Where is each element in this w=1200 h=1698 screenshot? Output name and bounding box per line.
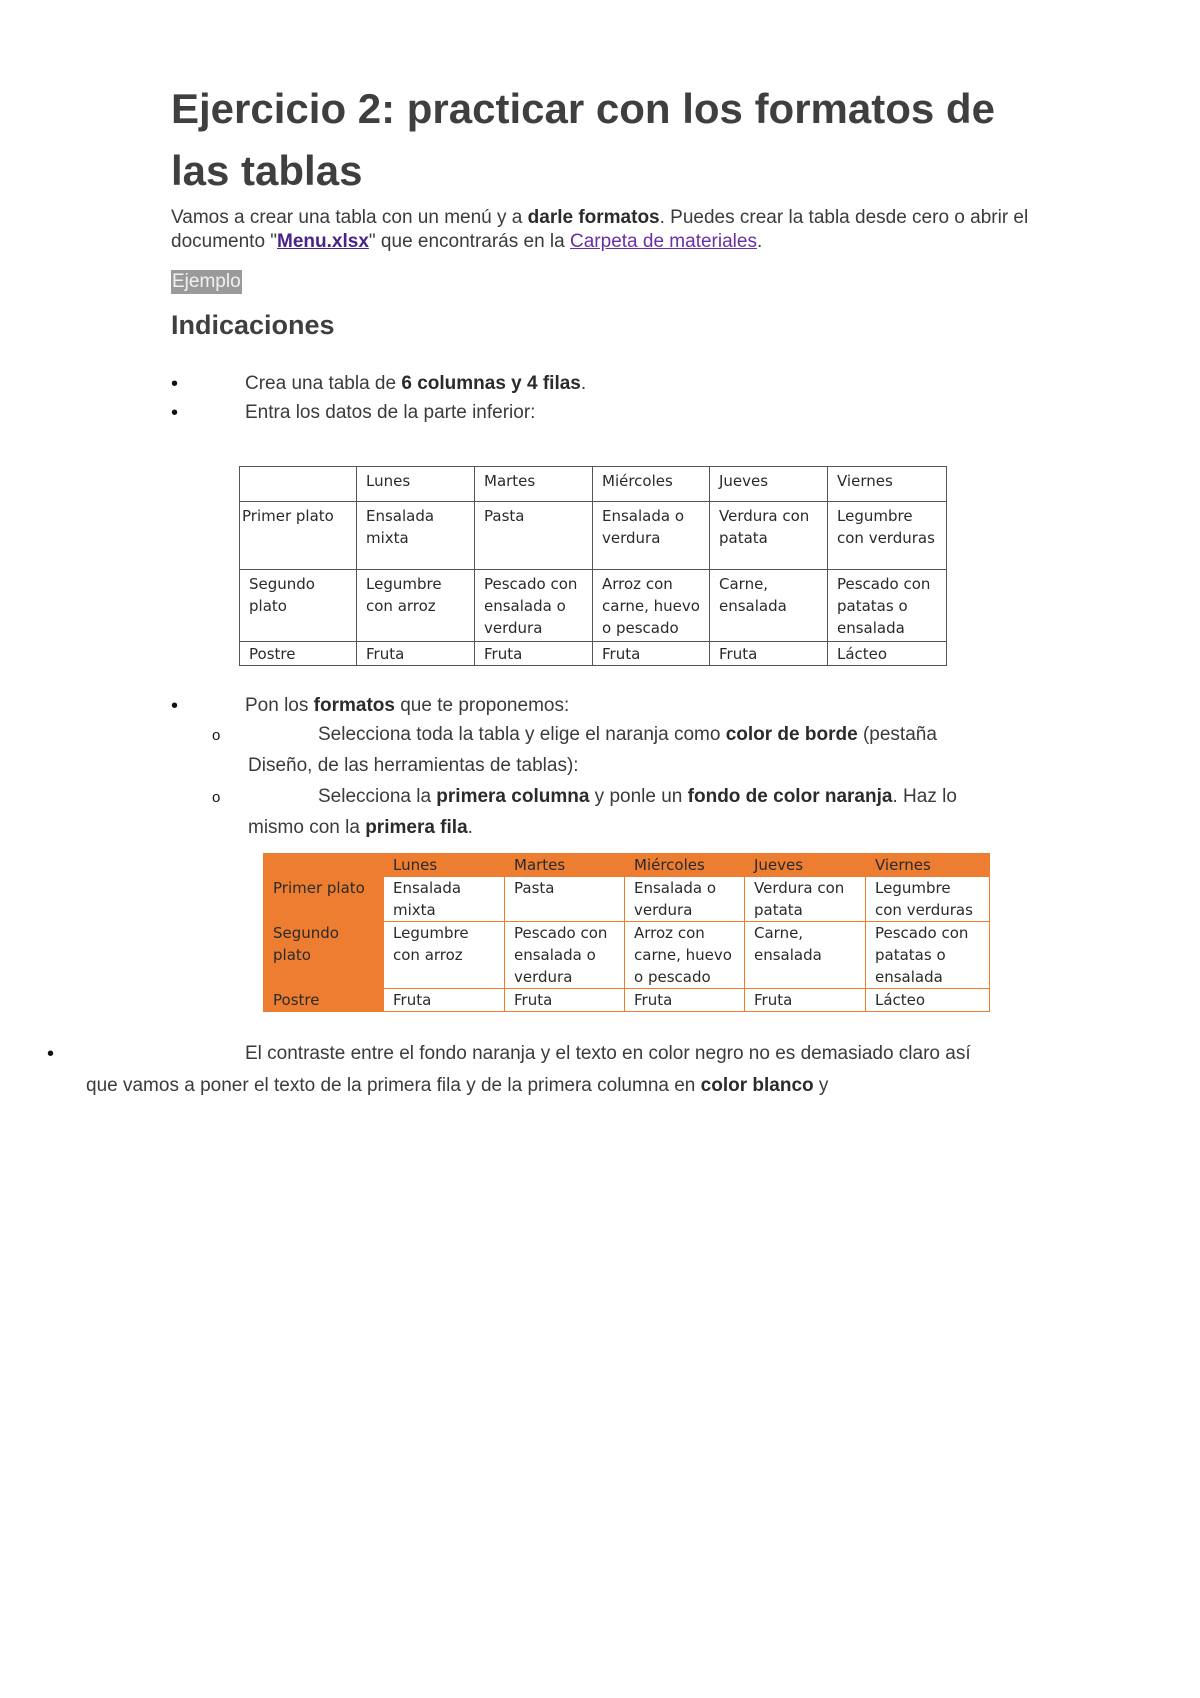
step-text: . <box>467 817 473 838</box>
table-header-cell: Lunes <box>384 854 505 877</box>
section-title: Indicaciones <box>171 310 335 340</box>
table-cell: Ensalada mixta <box>384 877 505 922</box>
table-cell: Pasta <box>505 877 625 922</box>
table-cell: Legumbre con verduras <box>866 877 990 922</box>
table-cell: Fruta <box>625 989 745 1012</box>
step-text: Pon los <box>245 695 314 716</box>
table-cell: Fruta <box>710 642 828 666</box>
table-cell: Ensalada o verdura <box>593 502 710 570</box>
bullet-icon: • <box>47 1043 55 1065</box>
step-bold: primera fila <box>365 817 468 838</box>
table-row <box>264 989 990 1012</box>
table-header-cell: Jueves <box>710 467 828 502</box>
table-cell: Pescado con patatas o ensalada <box>828 570 947 642</box>
table-cell: Arroz con carne, huevo o pescado <box>625 922 745 989</box>
table-row-header-cell: Segundo plato <box>264 922 384 989</box>
step-bold: fondo de color naranja <box>687 786 893 807</box>
step-text: mismo con la <box>248 817 366 838</box>
table-header-cell <box>264 854 384 877</box>
menu-table-plain <box>239 466 947 666</box>
step-text: Crea una tabla de <box>245 373 402 394</box>
menu-table-orange-body <box>264 854 990 1012</box>
table-cell: Lácteo <box>866 989 990 1012</box>
table-cell: Pescado con patatas o ensalada <box>866 922 990 989</box>
substep-2-cont <box>248 816 473 840</box>
table-header-cell <box>240 467 357 502</box>
table-header-cell: Viernes <box>866 854 990 877</box>
table-cell: Carne, ensalada <box>710 570 828 642</box>
intro-text: . Puedes crear la tabla desde cero o abrir el documento " <box>171 207 1029 252</box>
table-row <box>240 642 947 666</box>
step-4-cont <box>86 1074 828 1098</box>
table-cell: Pasta <box>475 502 593 570</box>
materials-folder-link[interactable]: Carpeta de materiales <box>570 231 757 252</box>
step-text: . <box>580 373 587 394</box>
table-header-cell: Miércoles <box>593 467 710 502</box>
table-row-header-cell: Primer plato <box>264 877 384 922</box>
table-cell: Fruta <box>593 642 710 666</box>
intro-paragraph <box>171 206 1051 254</box>
table-header-cell: Jueves <box>745 854 866 877</box>
table-cell: Fruta <box>505 989 625 1012</box>
step-text: . Haz lo <box>892 786 957 807</box>
table-cell: Verdura con patata <box>710 502 828 570</box>
table-header-cell: Martes <box>475 467 593 502</box>
step-1 <box>245 372 586 396</box>
intro-bold: darle formatos <box>527 207 660 228</box>
bullet-icon: • <box>171 402 179 424</box>
substep-1 <box>318 723 937 747</box>
table-row-header-cell: Postre <box>240 642 357 666</box>
bullet-icon: • <box>171 373 179 395</box>
table-header-cell: Viernes <box>828 467 947 502</box>
substep-2 <box>318 785 957 809</box>
step-text: y <box>813 1075 829 1096</box>
table-cell: Pescado con ensalada o verdura <box>475 570 593 642</box>
table-cell: Fruta <box>745 989 866 1012</box>
step-2: Entra los datos de la parte inferior: <box>245 402 536 423</box>
table-cell: Pescado con ensalada o verdura <box>505 922 625 989</box>
table-row <box>240 570 947 642</box>
circle-bullet-icon: o <box>212 727 221 744</box>
table-cell: Fruta <box>357 642 475 666</box>
menu-table-orange <box>263 853 990 1012</box>
table-cell: Fruta <box>475 642 593 666</box>
step-text: que te proponemos: <box>394 695 570 716</box>
table-cell: Legumbre con arroz <box>384 922 505 989</box>
menu-table-plain-body <box>240 467 947 666</box>
table-cell: Lácteo <box>828 642 947 666</box>
table-row-header-cell: Primer plato <box>240 502 357 570</box>
step-bold: 6 columnas y 4 filas <box>401 373 581 394</box>
page-title: Ejercicio 2: practicar con los formatos de las tablas <box>171 85 995 194</box>
step-text: Selecciona toda la tabla y elige el naranja como <box>318 724 726 745</box>
table-cell: Verdura con patata <box>745 877 866 922</box>
step-text: Selecciona la <box>318 786 437 807</box>
step-4: El contraste entre el fondo naranja y el texto en color negro no es demasiado claro así <box>245 1043 971 1064</box>
table-cell: Arroz con carne, huevo o pescado <box>593 570 710 642</box>
step-bold: formatos <box>313 695 395 716</box>
menu-file-link[interactable]: Menu.xlsx <box>277 231 369 252</box>
example-label[interactable]: Ejemplo <box>172 271 241 292</box>
table-cell: Ensalada o verdura <box>625 877 745 922</box>
circle-bullet-icon: o <box>212 789 221 806</box>
intro-text: " que encontrarás en la <box>368 231 571 252</box>
table-row <box>240 467 947 502</box>
step-text: que vamos a poner el texto de la primera fila y de la primera columna en <box>86 1075 701 1096</box>
table-cell: Fruta <box>384 989 505 1012</box>
step-text: (pestaña <box>857 724 937 745</box>
intro-text: Vamos a crear una tabla con un menú y a <box>171 207 528 228</box>
intro-text: . <box>756 231 763 252</box>
table-header-cell: Miércoles <box>625 854 745 877</box>
table-header-cell: Lunes <box>357 467 475 502</box>
substep-1-cont: Diseño, de las herramientas de tablas): <box>248 755 579 776</box>
table-row <box>264 922 990 989</box>
table-row <box>264 877 990 922</box>
step-bold: color blanco <box>700 1075 814 1096</box>
table-cell: Legumbre con arroz <box>357 570 475 642</box>
bullet-icon: • <box>171 695 179 717</box>
step-bold: color de borde <box>725 724 858 745</box>
table-cell: Ensalada mixta <box>357 502 475 570</box>
table-row <box>264 854 990 877</box>
step-3 <box>245 694 569 718</box>
table-cell: Legumbre con verduras <box>828 502 947 570</box>
table-header-cell: Martes <box>505 854 625 877</box>
table-row-header-cell: Segundo plato <box>240 570 357 642</box>
table-cell: Carne, ensalada <box>745 922 866 989</box>
step-bold: primera columna <box>436 786 590 807</box>
table-row <box>240 502 947 570</box>
table-row-header-cell: Postre <box>264 989 384 1012</box>
step-text: y ponle un <box>589 786 688 807</box>
